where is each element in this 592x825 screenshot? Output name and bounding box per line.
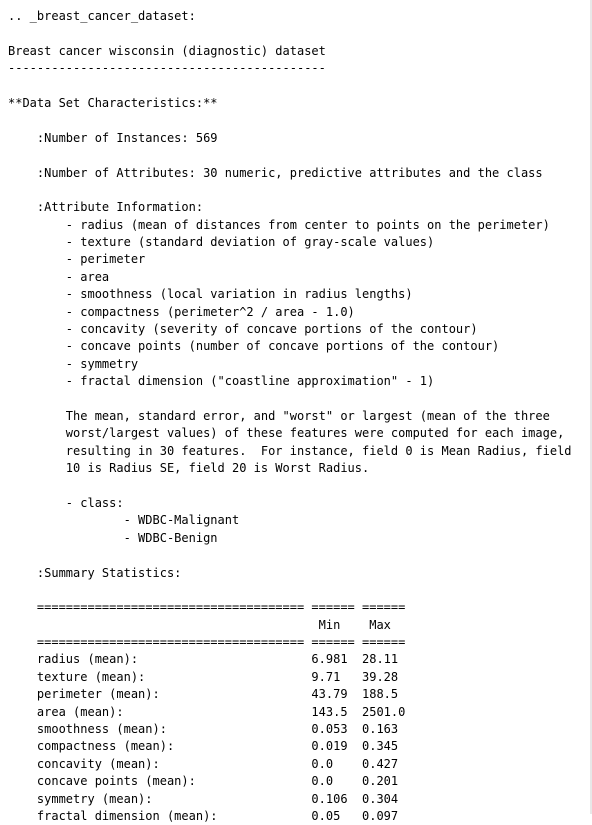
doc-line: .. _breast_cancer_dataset: [8,9,196,23]
doc-line: - smoothness (local variation in radius lengths) [8,287,413,302]
doc-line: -------------------------------------------- [8,61,326,76]
doc-line: :Number of Attributes: 30 numeric, predictive attributes and the class [8,165,543,180]
doc-line: - fractal dimension ("coastline approximation" - 1) [8,374,435,389]
doc-line: radius (mean): 6.981 28.11 [8,652,399,667]
doc-line: - compactness (perimeter^2 / area - 1.0) [8,304,355,319]
doc-line: - radius (mean of distances from center to points on the perimeter) [8,217,550,232]
doc-line: - concavity (severity of concave portions of the contour) [8,322,478,337]
doc-line: - class: [8,495,124,510]
doc-line [8,112,572,129]
doc-line [8,147,572,164]
doc-line: area (mean): 143.5 2501.0 [8,704,406,719]
doc-line: - area [8,269,110,284]
doc-line: **Data Set Characteristics:** [8,95,218,110]
doc-line: - symmetry [8,356,139,371]
doc-line: concave points (mean): 0.0 0.201 [8,774,399,789]
doc-line: concavity (mean): 0.0 0.427 [8,756,399,771]
doc-line: The mean, standard error, and "worst" or largest (mean of the three [8,408,550,423]
doc-line: Breast cancer wisconsin (diagnostic) dataset [8,43,326,58]
doc-line [8,78,572,95]
doc-line: texture (mean): 9.71 39.28 [8,669,399,684]
doc-line [8,478,572,495]
doc-line [8,582,572,599]
doc-line: perimeter (mean): 43.79 188.5 [8,687,399,702]
doc-line: - WDBC-Benign [8,530,218,545]
doc-line [8,25,572,42]
doc-line [8,391,572,408]
doc-line: - concave points (number of concave portions of the contour) [8,339,500,354]
doc-line: - texture (standard deviation of gray-scale values) [8,235,435,250]
doc-line: - WDBC-Malignant [8,513,240,528]
doc-line: Min Max [8,617,391,632]
doc-line: ===================================== ====== ====== [8,600,406,615]
doc-line: :Attribute Information: [8,200,204,215]
doc-line: fractal dimension (mean): 0.05 0.097 [8,808,399,823]
doc-line: symmetry (mean): 0.106 0.304 [8,791,399,806]
doc-line: 10 is Radius SE, field 20 is Worst Radius. [8,461,370,476]
doc-line: compactness (mean): 0.019 0.345 [8,739,399,754]
doc-line: smoothness (mean): 0.053 0.163 [8,722,399,737]
doc-line [8,182,572,199]
doc-line: ===================================== ====== ====== [8,635,406,650]
doc-line: worst/largest values) of these features were computed for each image, [8,426,565,441]
doc-line: resulting in 30 features. For instance, field 0 is Mean Radius, field [8,443,572,458]
doc-line: - perimeter [8,252,146,267]
doc-line: :Summary Statistics: [8,565,182,580]
doc-line: :Number of Instances: 569 [8,130,218,145]
dataset-description-text [8,8,572,825]
doc-line [8,547,572,564]
